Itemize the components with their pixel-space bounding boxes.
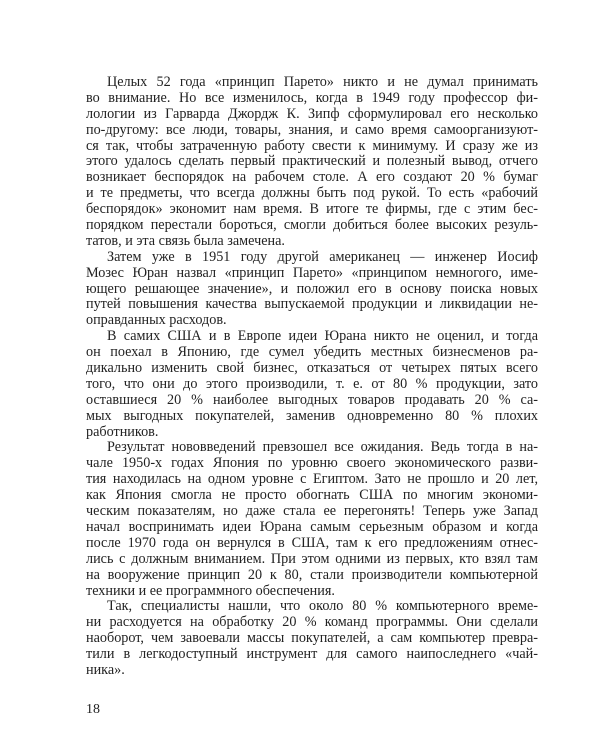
text-line: наоборот, чем завоевали массы покупателей, а сам компьютер превра- <box>86 630 538 647</box>
text-line: и те предметы, что всегда должны быть под рукой. То есть «рабочий <box>86 185 538 202</box>
text-line: возникает беспорядок на рабочем столе. А его создают 20 % бумаг <box>86 169 538 186</box>
text-line: мых выгодных покупателей, заменив одновременно 80 % плохих <box>86 407 538 424</box>
page-number: 18 <box>86 702 100 717</box>
paragraph <box>86 75 538 250</box>
text-line: Результат нововведений превзошел все ожидания. Ведь тогда в на- <box>107 439 538 456</box>
paragraph <box>86 329 538 440</box>
text-line: начал воспринимать идеи Юрана самым серьезным образом и когда <box>86 518 538 535</box>
text-line: порядком перестали бороться, смогли добиться более высоких резуль- <box>86 217 538 234</box>
text-line: тия находилась на одном уровне с Египтом. Зато не прошло и 20 лет, <box>86 471 538 488</box>
text-line: путей повышения качества выпускаемой продукции и ликвидации не- <box>86 296 538 313</box>
text-line: на вооружение принцип 20 к 80, стали производители компьютерной <box>86 566 538 583</box>
text-line: лись с должным вниманием. При этом одними из первых, кто взял там <box>86 550 538 567</box>
text-line: Мозес Юран назвал «принцип Парето» «принципом немногого, име- <box>86 264 538 281</box>
text-line: техники и ее программного обеспечения. <box>86 582 335 599</box>
text-line: В самих США и в Европе идеи Юрана никто не оценил, и тогда <box>107 328 538 345</box>
text-line: чале 1950-х годах Япония по уровню своего экономического разви- <box>86 455 538 472</box>
text-line: татов, и эта связь была замечена. <box>86 232 285 249</box>
text-line: работников. <box>86 423 159 440</box>
text-line: как Япония смогла не просто обогнать США по многим экономи- <box>86 487 538 504</box>
text-line: беспорядок» экономит нам время. В итоге те фирмы, где с этим бес- <box>86 201 538 218</box>
paragraph <box>86 250 538 329</box>
text-line: ся так, чтобы затраченную работу свести к минимуму. И сразу же из <box>86 137 538 154</box>
text-line: по-другому: все люди, товары, знания, и само время самоорганизуют- <box>86 121 538 138</box>
text-line: Затем уже в 1951 году другой американец — инженер Иосиф <box>107 248 538 265</box>
text-line: ющего решающее значение», и положил его в основу поиска новых <box>86 280 538 297</box>
text-line: Так, специалисты нашли, что около 80 % компьютерного време- <box>107 598 538 615</box>
text-line: ческим показателям, но даже стала ее перегонять! Теперь уже Запад <box>86 503 538 520</box>
text-line: ника». <box>86 661 125 678</box>
text-line: Целых 52 года «принцип Парето» никто и не думал принимать <box>107 74 538 90</box>
text-line: того, что они до этого производили, т. е. от 80 % продукции, зато <box>86 375 538 392</box>
text-line: ни расходуется на обработку 20 % команд программы. Они сделали <box>86 614 538 631</box>
text-line: оправданных расходов. <box>86 312 227 329</box>
text-line: лологии из Гарварда Джордж К. Зипф сформулировал его несколько <box>86 105 538 122</box>
text-line: оставшиеся 20 % наиболее выгодных товаров продавать 20 % са- <box>86 391 538 408</box>
text-line: во внимание. Но все изменилось, когда в 1949 году профессор фи- <box>86 89 538 106</box>
text-line: этого удалось сделать первый практический и полезный вывод, отчего <box>86 153 538 170</box>
text-line: тили в легкодоступный инструмент для самого наипоследнего «чай- <box>86 646 538 663</box>
text-line: после 1970 года он вернулся в США, там к его предложениям отнес- <box>86 534 538 551</box>
text-line: он поехал в Японию, где сумел убедить местных бизнесменов ра- <box>86 344 538 361</box>
paragraph <box>86 440 538 599</box>
paragraph <box>86 599 538 678</box>
body-text <box>86 75 538 679</box>
text-line: дикально изменить свой бизнес, отказаться от четырех пятых всего <box>86 360 538 377</box>
